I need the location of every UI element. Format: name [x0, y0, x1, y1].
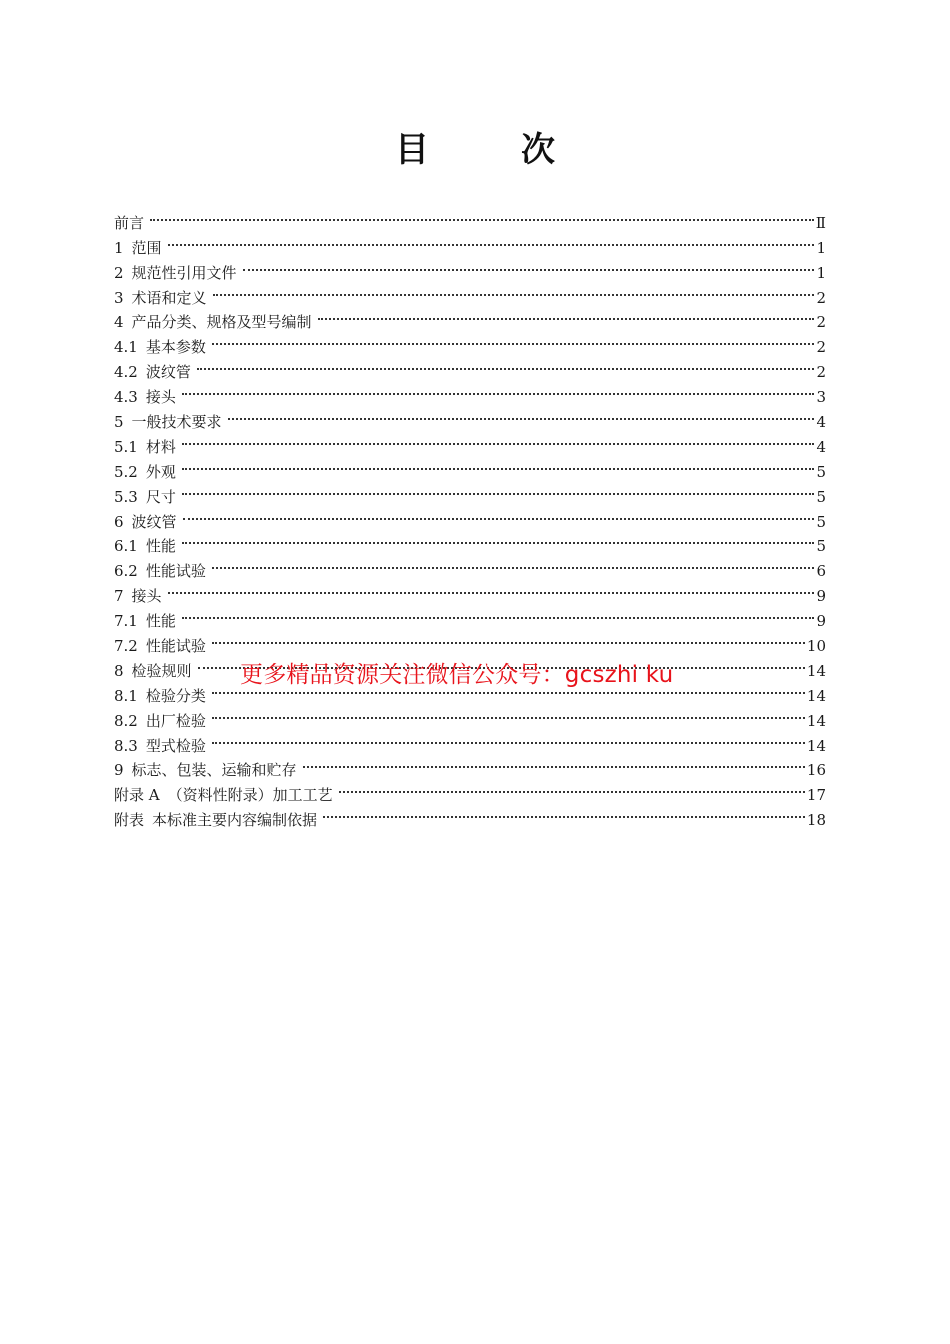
- toc-dot-leader: [182, 452, 814, 477]
- toc-entry-number: 4.2: [114, 363, 138, 382]
- toc-entry-number: 6: [114, 512, 124, 531]
- toc-entry-page: 3: [816, 388, 826, 407]
- toc-dot-leader: [212, 327, 814, 352]
- toc-entry-title: [114, 211, 150, 236]
- toc-dot-leader: [243, 253, 814, 278]
- toc-entry-page: 10: [806, 637, 826, 656]
- toc-entry-number: 6.1: [114, 537, 138, 556]
- toc-entry-number: 7.1: [114, 612, 138, 631]
- toc-entry-number: 7: [114, 587, 124, 606]
- toc-entry-number: 4.1: [114, 338, 138, 357]
- toc-entry-page: 14: [806, 686, 826, 705]
- toc-entry-page: 14: [806, 711, 826, 730]
- toc-entry[interactable]: [114, 726, 826, 755]
- toc-dot-leader: [182, 427, 814, 452]
- toc-entry-page: 6: [816, 562, 826, 581]
- toc-entry-number: 5: [114, 413, 124, 432]
- toc-entry-label: 接头: [131, 587, 162, 606]
- toc-dot-leader: [339, 775, 805, 800]
- toc-entry-title: [114, 659, 198, 684]
- toc-entry-number: 1: [114, 238, 124, 257]
- toc-entry-label: 规范性引用文件: [131, 263, 237, 282]
- toc-entry-page: 2: [816, 313, 826, 332]
- toc-entry[interactable]: [114, 327, 826, 357]
- toc-entry-number: 2: [114, 263, 124, 282]
- toc-entry-number: 6.2: [114, 562, 138, 581]
- toc-entry-number: 8: [114, 661, 124, 680]
- toc-entry-label: 本标准主要内容编制依据: [152, 811, 318, 830]
- toc-entry-label: 接头: [145, 388, 176, 407]
- toc-entry-title: [114, 584, 168, 609]
- toc-entry-label: 一般技术要求: [131, 413, 222, 432]
- toc-entry-label: 术语和定义: [131, 288, 207, 307]
- toc-entry-label: 性能试验: [145, 562, 206, 581]
- toc-entry-title: [114, 286, 213, 311]
- toc-entry-title: [114, 808, 323, 833]
- toc-entry-title: [114, 783, 339, 808]
- toc-entry-title: [114, 460, 182, 485]
- toc-entry-title: [114, 734, 212, 759]
- toc-entry-number: 9: [114, 761, 124, 780]
- toc-entry-number: 8.3: [114, 736, 138, 755]
- toc-entry-label: 标志、包装、运输和贮存: [131, 761, 297, 780]
- toc-entry[interactable]: [114, 377, 826, 407]
- toc-entry-page: 17: [806, 786, 826, 805]
- toc-dot-leader: [212, 551, 814, 576]
- toc-entry-label: 型式检验: [145, 736, 206, 755]
- toc-entry-page: 2: [816, 338, 826, 357]
- toc-entry[interactable]: [114, 253, 826, 282]
- toc-entry[interactable]: [114, 626, 826, 656]
- page-title: [0, 122, 950, 171]
- toc-entry-title: [114, 435, 182, 460]
- toc-entry-page: 5: [816, 462, 826, 481]
- toc-entry[interactable]: [114, 228, 826, 257]
- toc-entry-page: 1: [816, 263, 826, 282]
- toc-entry-label: 出厂检验: [145, 711, 206, 730]
- toc-entry-number: 5.3: [114, 487, 138, 506]
- toc-entry[interactable]: [114, 576, 826, 606]
- toc-entry-label: 基本参数: [145, 338, 206, 357]
- toc-entry[interactable]: [114, 701, 826, 730]
- title-char-2: 次: [521, 130, 555, 170]
- toc-dot-leader: [182, 601, 814, 626]
- watermark-text: 更多精品资源关注微信公众号：gcszhi ku: [240, 662, 674, 688]
- toc-entry-title: [114, 709, 212, 734]
- toc-entry-label: 波纹管: [145, 363, 191, 382]
- toc-entry-label: 性能: [145, 612, 176, 631]
- toc-entry-page: 9: [816, 587, 826, 606]
- toc-entry-label: 性能试验: [145, 637, 206, 656]
- toc-entry-label: 波纹管: [131, 512, 177, 531]
- toc-dot-leader: [303, 751, 805, 776]
- toc-entry-number: 3: [114, 288, 124, 307]
- toc-entry[interactable]: [114, 452, 826, 481]
- toc-dot-leader: [197, 352, 814, 377]
- toc-entry-page: 16: [806, 761, 826, 780]
- toc-dot-leader: [212, 726, 805, 751]
- toc-entry-label: 检验规则: [131, 661, 192, 680]
- toc-entry-number: 4: [114, 313, 124, 332]
- toc-entry-label: （资料性附录）加工工艺: [167, 786, 333, 805]
- toc-dot-leader: [318, 303, 814, 328]
- toc-entry[interactable]: [114, 551, 826, 581]
- toc-entry[interactable]: [114, 352, 826, 382]
- toc-entry-title: [114, 609, 182, 634]
- toc-entry-title: [114, 485, 182, 510]
- toc-entry[interactable]: [114, 303, 826, 332]
- toc-entry-label: 材料: [145, 437, 176, 456]
- toc-dot-leader: [183, 502, 814, 527]
- toc-entry-title: [114, 236, 168, 261]
- toc-entry[interactable]: [114, 477, 826, 506]
- toc-entry-page: 14: [806, 736, 826, 755]
- toc-entry-label: 前言: [114, 213, 145, 232]
- toc-dot-leader: [182, 477, 814, 502]
- toc-entry-label: 性能: [145, 537, 176, 556]
- toc-entry-title: [114, 385, 182, 410]
- toc-entry-label: 尺寸: [145, 487, 176, 506]
- toc-entry-page: 4: [816, 413, 826, 432]
- toc-entry-label: 检验分类: [145, 686, 206, 705]
- toc-entry-number: 5.1: [114, 437, 138, 456]
- toc-entry-page: 14: [806, 661, 826, 680]
- toc-dot-leader: [182, 527, 814, 552]
- toc-entry-page: 2: [816, 363, 826, 382]
- toc-entry[interactable]: [114, 751, 826, 780]
- toc-entry-label: 外观: [145, 462, 176, 481]
- toc-dot-leader: [168, 576, 814, 601]
- toc-entry-title: [114, 684, 212, 709]
- toc-entry[interactable]: [114, 278, 826, 307]
- toc-entry-number: 4.3: [114, 388, 138, 407]
- toc-entry-page: 5: [816, 487, 826, 506]
- toc-entry-label: 范围: [131, 238, 162, 257]
- toc-dot-leader: [212, 626, 805, 651]
- toc-entry[interactable]: [114, 601, 826, 631]
- toc-entry-number: 8.2: [114, 711, 138, 730]
- toc-dot-leader: [213, 278, 814, 303]
- toc-entry[interactable]: [114, 203, 826, 232]
- toc-entry-title: [114, 758, 303, 783]
- toc-dot-leader: [228, 402, 814, 427]
- title-char-1: 目: [395, 130, 429, 170]
- toc-entry-page: 1: [816, 238, 826, 257]
- toc-entry-number: 7.2: [114, 637, 138, 656]
- toc-entry-page: Ⅱ: [815, 213, 826, 232]
- toc-entry-page: 5: [816, 537, 826, 556]
- toc-entry[interactable]: [114, 427, 826, 456]
- toc-dot-leader: [323, 800, 805, 825]
- toc-entry-title: [114, 510, 183, 535]
- toc-entry-title: [114, 534, 182, 559]
- toc-dot-leader: [168, 228, 814, 253]
- toc-entry-number: 5.2: [114, 462, 138, 481]
- toc-dot-leader: [212, 701, 805, 726]
- toc-entry[interactable]: [114, 527, 826, 556]
- toc-entry[interactable]: [114, 402, 826, 432]
- toc-entry[interactable]: [114, 502, 826, 531]
- toc-entry-page: 4: [816, 437, 826, 456]
- table-of-contents: [114, 203, 826, 830]
- toc-entry-number: 附表: [114, 811, 145, 830]
- toc-entry-number: 8.1: [114, 686, 138, 705]
- toc-entry-page: 2: [816, 288, 826, 307]
- toc-dot-leader: [182, 377, 814, 402]
- toc-entry-page: 5: [816, 512, 826, 531]
- toc-entry-label: 产品分类、规格及型号编制: [131, 313, 312, 332]
- toc-entry-number: 附录 A: [114, 786, 160, 805]
- toc-entry-page: 9: [816, 612, 826, 631]
- toc-entry-page: 18: [806, 811, 826, 830]
- toc-dot-leader: [150, 203, 814, 228]
